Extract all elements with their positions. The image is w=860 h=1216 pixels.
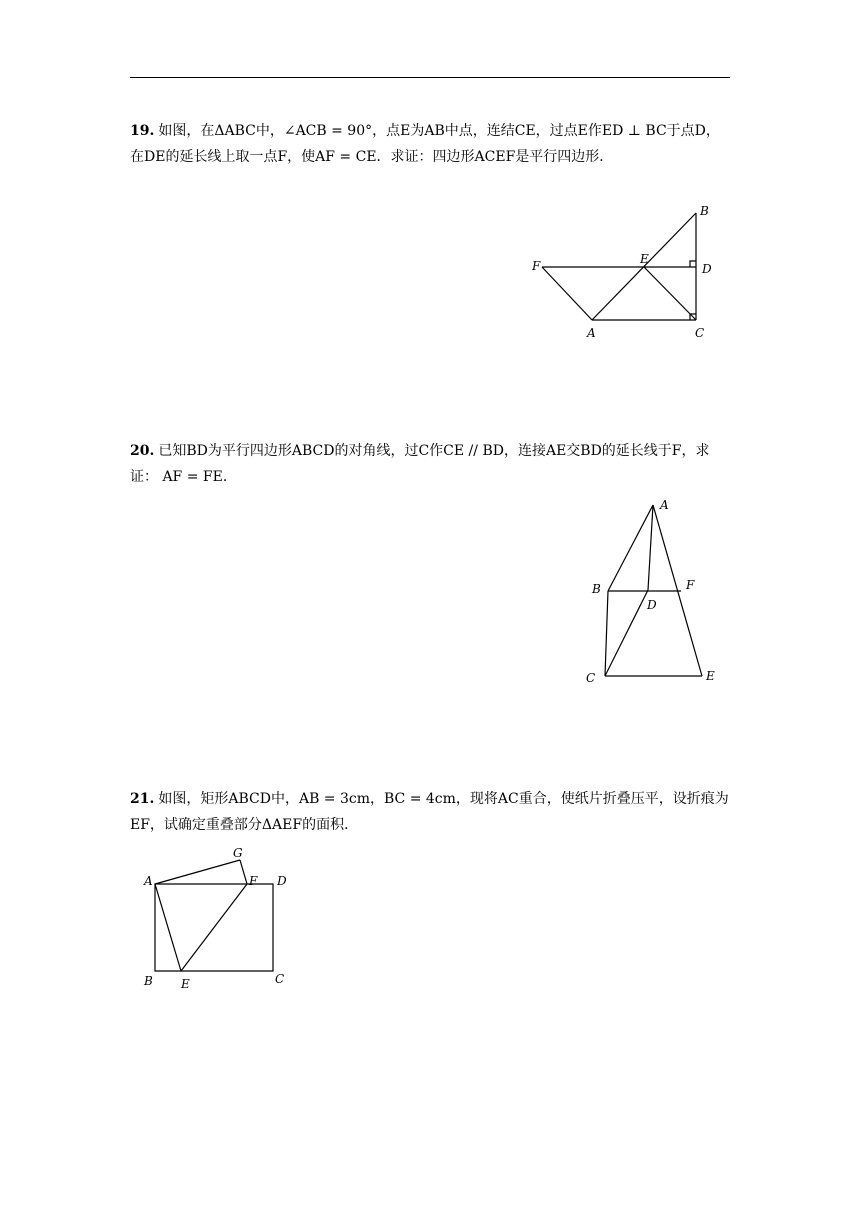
segment-AD bbox=[648, 505, 653, 590]
problem-text: 如图，矩形ABCD中，AB = 3cm，BC = 4cm，现将AC重合，使纸片折叠压平，设折痕为EF，试确定重叠部分ΔAEF的面积． bbox=[130, 791, 729, 833]
label-B: B bbox=[592, 582, 601, 596]
label-C: C bbox=[695, 326, 705, 340]
problem-number: 19. bbox=[130, 123, 155, 139]
label-B: B bbox=[700, 204, 709, 218]
label-F: F bbox=[249, 874, 258, 888]
label-B: B bbox=[144, 974, 153, 988]
problem-text: 已知BD为平行四边形ABCD的对角线，过C作CE // BD，连接AE交BD的延长线于F，求证： AF = FE． bbox=[130, 443, 710, 485]
segment-AB bbox=[608, 505, 653, 591]
problem-21 bbox=[130, 786, 730, 838]
label-D: D bbox=[647, 598, 657, 612]
segment-EF bbox=[181, 884, 247, 971]
label-E: E bbox=[706, 669, 715, 683]
segment-GF bbox=[240, 860, 247, 884]
segment-EC bbox=[644, 267, 696, 320]
label-E: E bbox=[640, 252, 649, 266]
label-G: G bbox=[233, 846, 243, 860]
problem-20 bbox=[130, 438, 730, 490]
segment-FA bbox=[542, 267, 592, 320]
problem-19 bbox=[130, 118, 730, 170]
segment-AE bbox=[155, 884, 181, 971]
problem-number: 21. bbox=[130, 791, 155, 807]
label-C: C bbox=[275, 972, 285, 986]
right-angle-mark-D bbox=[690, 261, 696, 267]
header-rule bbox=[130, 77, 730, 78]
label-D: D bbox=[277, 874, 287, 888]
segment-BC bbox=[605, 591, 608, 676]
label-A: A bbox=[660, 498, 669, 512]
problem-number: 20. bbox=[130, 443, 155, 459]
label-D: D bbox=[702, 262, 712, 276]
label-F: F bbox=[686, 578, 695, 592]
label-E: E bbox=[181, 977, 190, 991]
problem-text: 如图，在ΔABC中，∠ACB = 90°，点E为AB中点，连结CE，过点E作ED ⊥ BC于点D，在DE的延长线上取一点F，使AF = CE．求证：四边形ACEF是平行四边形． bbox=[130, 123, 720, 165]
segment-AG bbox=[155, 860, 240, 884]
segment-CD bbox=[605, 590, 648, 676]
figure-19 bbox=[530, 200, 730, 345]
figure-21 bbox=[135, 840, 305, 995]
label-A: A bbox=[144, 874, 153, 888]
label-C: C bbox=[586, 671, 596, 685]
label-A: A bbox=[587, 326, 596, 340]
figure-20 bbox=[580, 495, 730, 690]
label-F: F bbox=[532, 259, 541, 273]
